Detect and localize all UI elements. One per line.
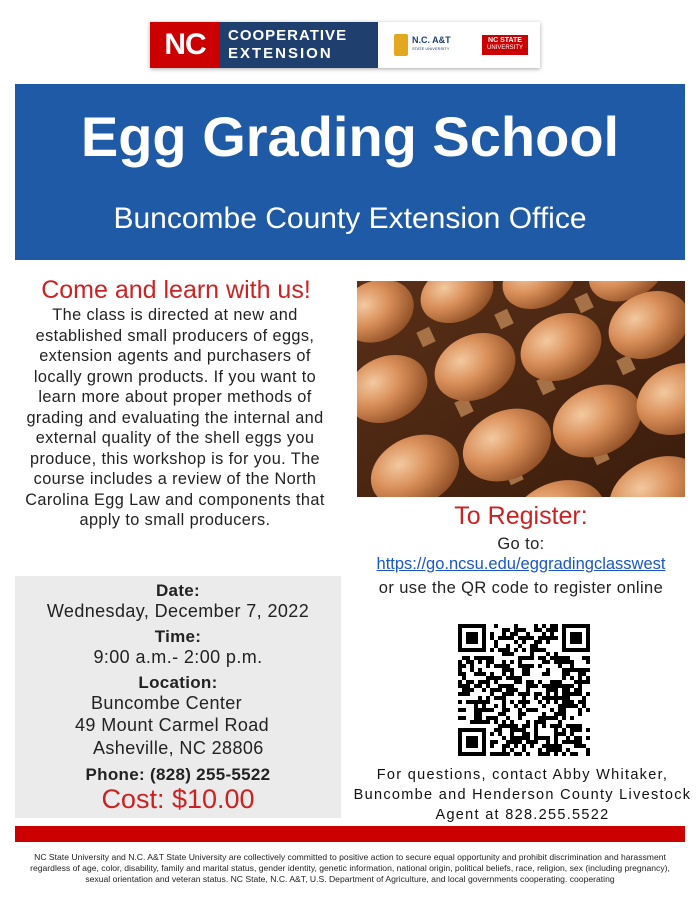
location-line2: 49 Mount Carmel Road bbox=[75, 715, 270, 735]
register-heading: To Register: bbox=[454, 502, 588, 530]
eggs-photo bbox=[357, 281, 685, 497]
location-line1: Buncombe Center bbox=[91, 693, 243, 713]
date-label: Date: bbox=[155, 581, 200, 600]
intro-body: The class is directed at new and established small producers of eggs, extension agents and purchasers of locally grown products. If you want to learn more about proper methods of grading and evaluating the internal and external quality of the shell eggs you produce, this workshop is for you. The course includes a review of the North Carolina Egg Law and components that apply to small producers. bbox=[25, 306, 325, 529]
page-title: Egg Grading School bbox=[80, 105, 620, 168]
aggie-mark-icon bbox=[394, 34, 408, 56]
nc-state-logo bbox=[482, 35, 528, 55]
qr-code[interactable] bbox=[458, 624, 590, 756]
nc-state-logo-line2: UNIVERSITY bbox=[486, 45, 523, 51]
phone-number: Phone: (828) 255-5522 bbox=[85, 765, 271, 784]
event-details-box bbox=[15, 576, 341, 818]
title-banner bbox=[15, 84, 685, 260]
nc-at-logo bbox=[394, 34, 474, 56]
page-subtitle: Buncombe County Extension Office bbox=[113, 202, 587, 235]
nc-logo-line2: EXTENSION bbox=[228, 45, 333, 62]
eggs-image bbox=[357, 281, 685, 497]
date-value: Wednesday, December 7, 2022 bbox=[46, 601, 310, 621]
register-qr-text: or use the QR code to register online bbox=[378, 579, 664, 597]
register-goto-text: Go to: bbox=[497, 535, 545, 553]
contact-info: For questions, contact Abby Whitaker, Buncombe and Henderson County Livestock Agent at 828.255.5522 bbox=[353, 767, 692, 823]
nc-state-logo-line1: NC STATE bbox=[488, 37, 522, 44]
time-value: 9:00 a.m.- 2:00 p.m. bbox=[93, 647, 263, 667]
red-divider bbox=[15, 826, 685, 842]
nc-logo-line1: COOPERATIVE bbox=[228, 27, 348, 44]
qr-code-icon bbox=[458, 624, 590, 756]
register-link[interactable]: https://go.ncsu.edu/eggradingclasswest bbox=[376, 555, 666, 573]
footer-disclaimer: NC State University and N.C. A&T State University are collectively committed to positive action to secure equal opportunity and prohibit discrimination and harassment regardless of age, color, disability, family and marital status, gender identity, genetic information, national origin, political beliefs, race, religion, sex (including pregnancy), sexual orientation and veteran status. NC State, N.C. A&T, U.S. Department of Agriculture, and local governments cooperating. cooperating bbox=[30, 852, 670, 885]
nc-logo-letters: NC bbox=[150, 22, 220, 68]
nc-cooperative-extension-logo bbox=[150, 22, 378, 68]
nc-at-logo-subtext: STATE UNIVERSITY bbox=[412, 46, 450, 51]
cost: Cost: $10.00 bbox=[101, 784, 255, 814]
intro-heading: Come and learn with us! bbox=[41, 276, 311, 304]
time-label: Time: bbox=[154, 627, 202, 646]
location-label: Location: bbox=[138, 673, 218, 692]
location-line3: Asheville, NC 28806 bbox=[93, 738, 264, 758]
logo-bar bbox=[150, 22, 540, 68]
nc-at-logo-text: N.C. A&T bbox=[412, 35, 451, 45]
